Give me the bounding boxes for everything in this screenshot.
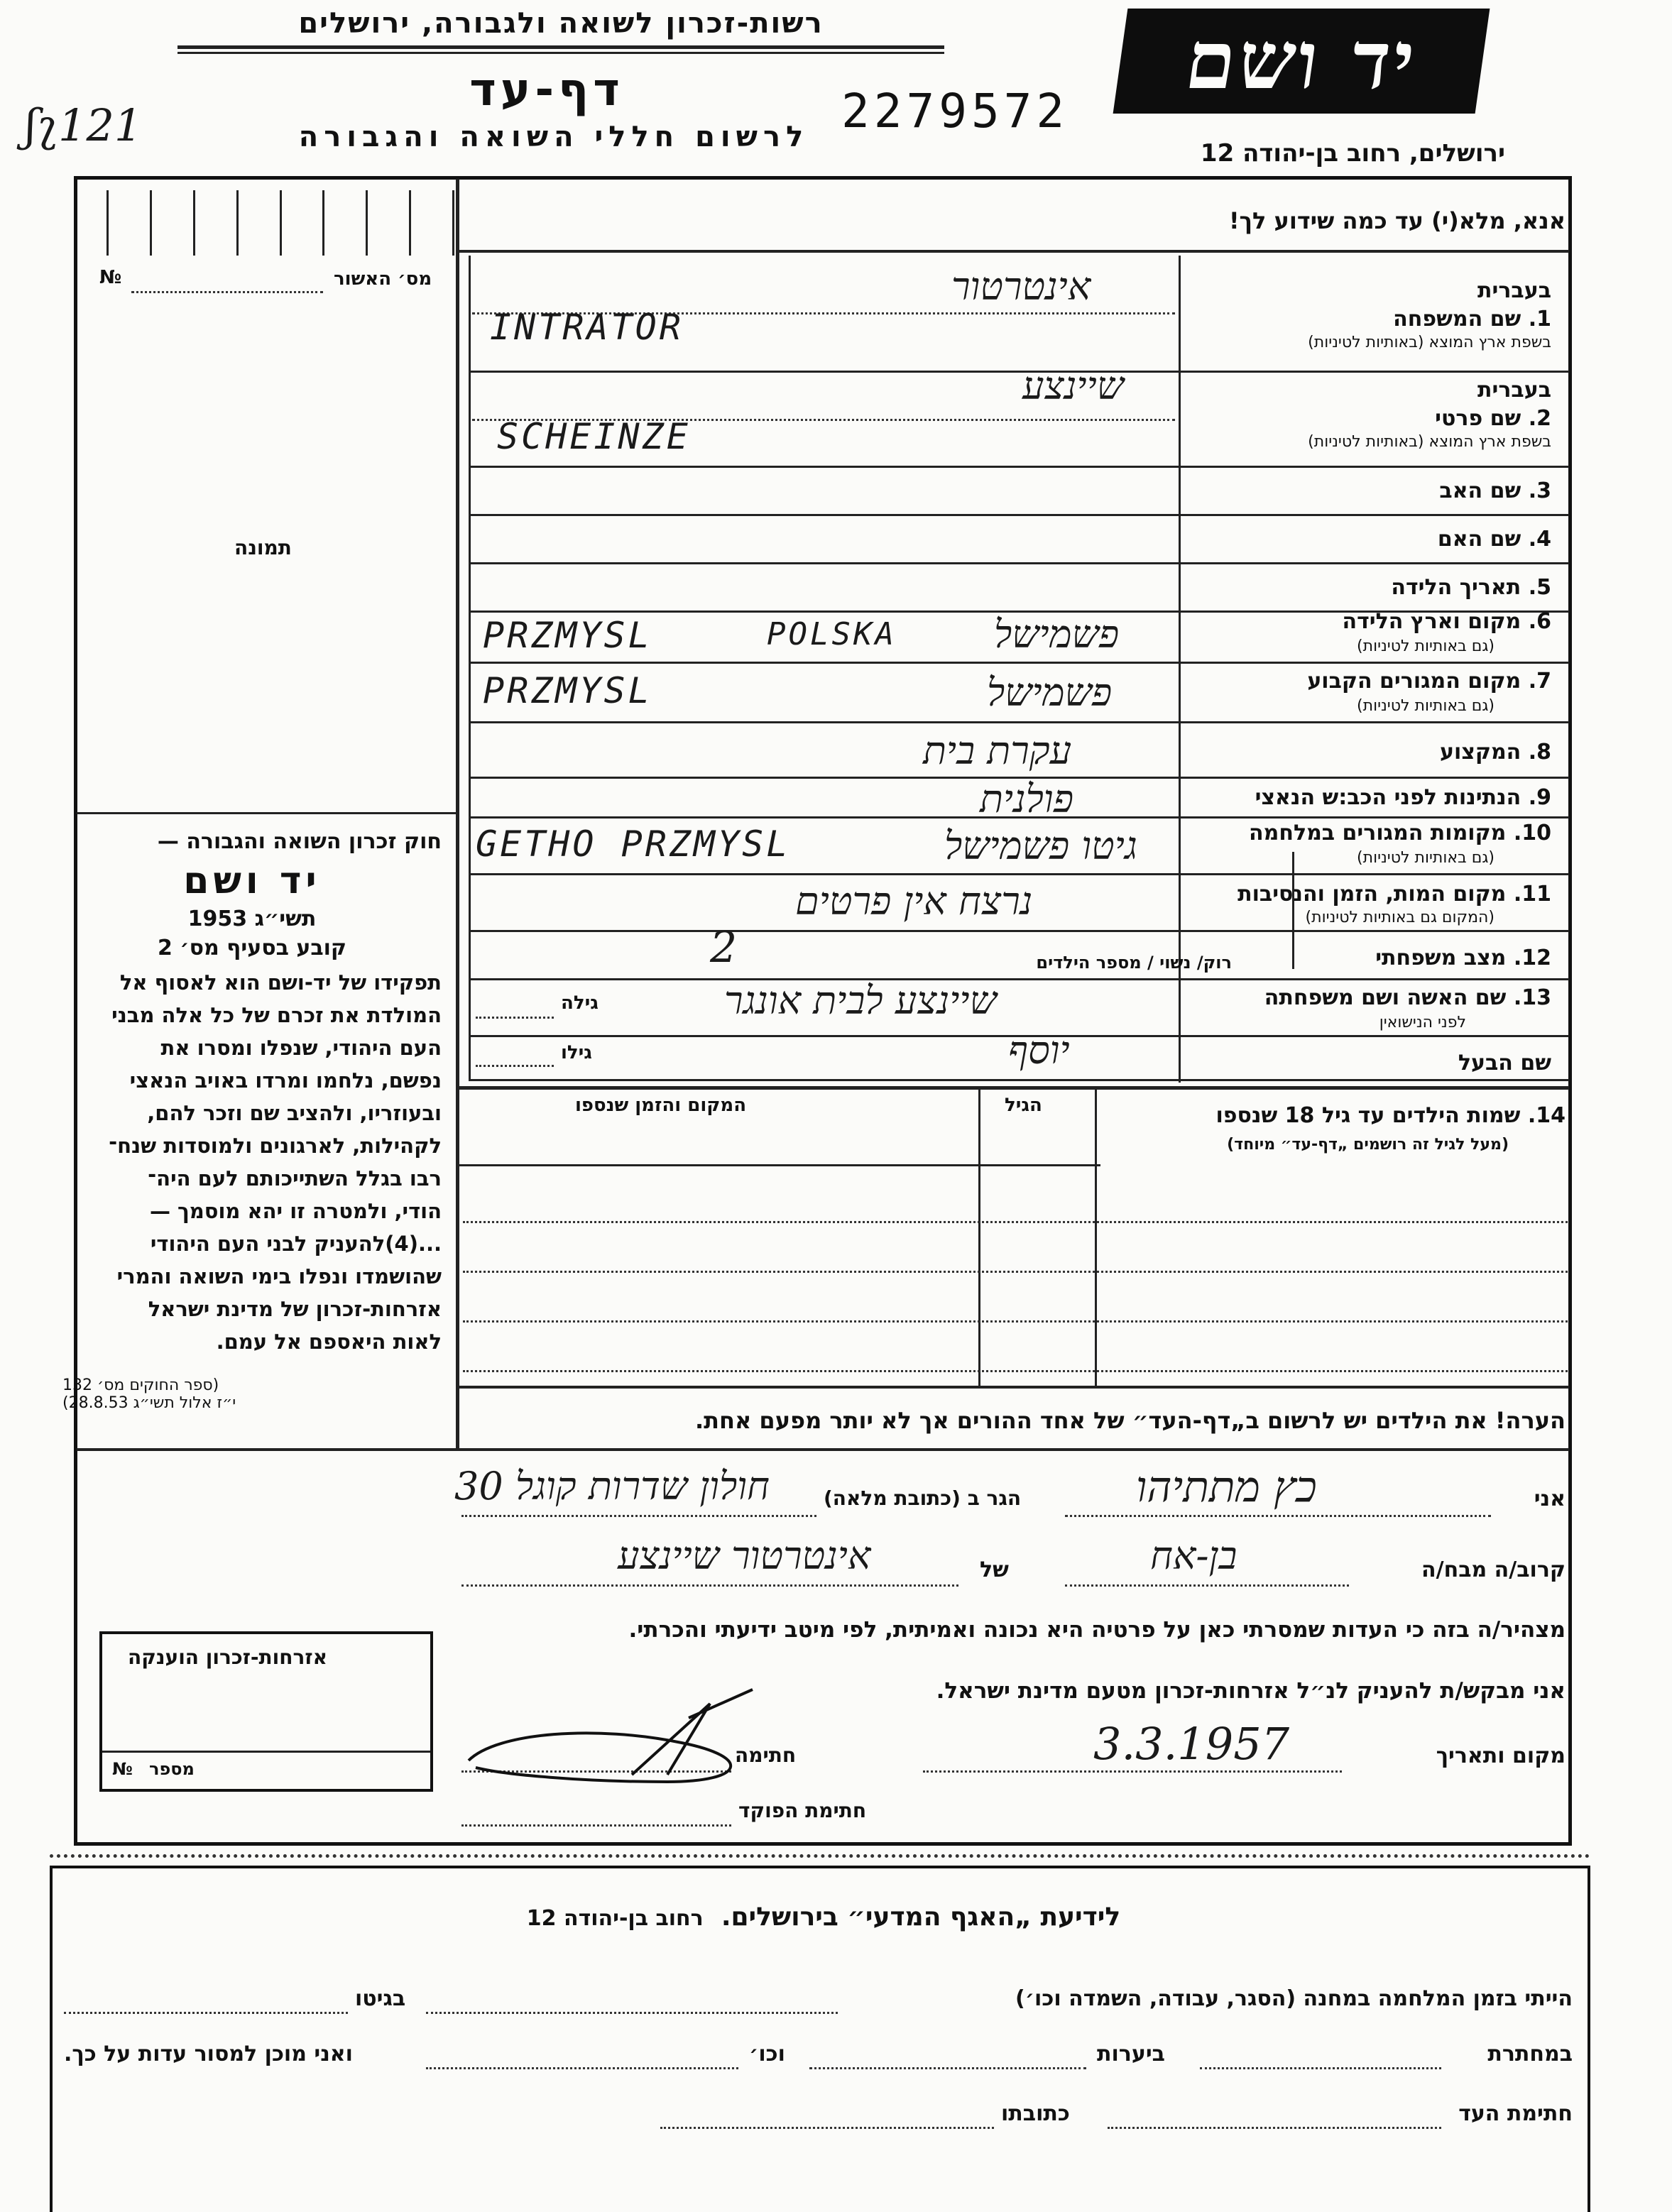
- bottom-line1-b: בגיטו: [355, 1986, 406, 2011]
- declaration-official-line: [461, 1824, 731, 1827]
- law-text-line: שהושמדו ונפלו בימי השואה והמרי: [116, 1264, 442, 1288]
- field-13-age-label: גילה: [561, 992, 599, 1014]
- field-8-label: [1440, 740, 1551, 765]
- bottom-line3-fill: [1108, 2127, 1441, 2129]
- row-separator: [469, 514, 1569, 516]
- field-13-number: 13.: [1513, 985, 1551, 1010]
- field-9-label: [1255, 785, 1551, 810]
- field-5-label-text: תאריך הלידה: [1391, 575, 1521, 600]
- authority-name: רשות-זכרון לשואה ולגבורה, ירושלים: [298, 7, 824, 40]
- approval-number-label: מס׳ האשור: [334, 268, 432, 290]
- bottom-title-row: [426, 1902, 1221, 1932]
- law-text-line: רבו בגלל השתייכותם לעם היה־: [148, 1166, 442, 1190]
- field-2-value-latin: SCHEINZE: [497, 416, 691, 457]
- field-2-value-hebrew: שיינצע: [1022, 363, 1124, 408]
- intro-text: אנא, מלא(י) עד כמה שידוע לך!: [1228, 207, 1566, 234]
- header-address: ירושלים, רחוב בן-יהודה 12: [1200, 139, 1505, 168]
- field-12-label-text: מצב משפחתי: [1375, 946, 1507, 970]
- declaration-official-label: חתימת הפוקד: [738, 1799, 867, 1822]
- bottom-line2-fill-2: [809, 2067, 1086, 2069]
- citizenship-box-label: אזרחות-זכרון הוענקה: [128, 1646, 327, 1669]
- field-1-lang: בעברית: [1477, 278, 1551, 303]
- law-title: חוק זכרון השואה והגבורה —: [157, 829, 442, 854]
- row-separator: [469, 930, 1569, 932]
- field-5-label: [1391, 575, 1551, 600]
- row-separator: [469, 978, 1569, 980]
- children-row-line: [463, 1320, 1568, 1323]
- field-9-label-text: הנתינות לפני הכב:ש הנאצי: [1255, 785, 1521, 810]
- cut-line: [50, 1854, 1590, 1858]
- authority-underline: [177, 45, 944, 49]
- bottom-title: לידיעת „האגף המדעי״ בירושלים.: [721, 1902, 1121, 1932]
- field-7-value-hebrew: פשמישל: [987, 670, 1113, 715]
- bottom-line3-fill-2: [660, 2127, 994, 2129]
- declaration-of-label: של: [980, 1557, 1009, 1582]
- field-7-value-latin: PRZMYSL: [483, 670, 652, 711]
- declaration-date-value: 3.3.1957: [1093, 1718, 1290, 1770]
- field-husband-value: יוסף: [1008, 1028, 1070, 1073]
- declaration-address-value: חולון שדרות קוגל 30: [454, 1464, 770, 1509]
- field-10-number: 10.: [1513, 821, 1551, 845]
- children-row-line: [463, 1271, 1568, 1273]
- declaration-name-line: [1065, 1515, 1491, 1517]
- field-1-number: 1.: [1528, 307, 1551, 332]
- field-6-value-country: POLSKA: [767, 616, 897, 652]
- field-3-label-text: שם האב: [1439, 478, 1521, 503]
- bottom-line2-b: ביערות: [1097, 2042, 1165, 2066]
- declaration-address-line: [461, 1515, 816, 1517]
- declaration-name-value: כץ מתתיהו: [1136, 1462, 1317, 1512]
- field-12-number: 12.: [1513, 946, 1551, 970]
- photo-label: תמונה: [234, 536, 292, 559]
- field-1-value-hebrew: אינטרטור: [951, 264, 1091, 309]
- row-separator: [469, 873, 1569, 875]
- declaration-signature-label: חתימה: [735, 1743, 797, 1767]
- field-6-value-latin: PRZMYSL: [483, 615, 652, 656]
- field-1-label-text: שם המשפחה: [1393, 307, 1521, 332]
- bottom-line2-a: במחתרת: [1487, 2042, 1573, 2066]
- corner-handwritten-mark: ʃʅ121: [25, 99, 143, 151]
- logo-text: יד ושם: [1179, 14, 1424, 107]
- field-11-note: (המקום גם באותיות לטיניות): [1305, 909, 1495, 926]
- field-11-value: נרצח אין פרטים: [795, 879, 1033, 924]
- field-8-number: 8.: [1528, 740, 1551, 765]
- bottom-address: רחוב בן-יהודה 12: [526, 1906, 704, 1931]
- field-4-label-text: שם האם: [1437, 527, 1521, 552]
- declaration-lives-label: הגר ב (כתובת מלאה): [824, 1486, 1022, 1510]
- children-col-divider: [1095, 1088, 1097, 1386]
- field-husband-label: שם הבעל: [1458, 1051, 1551, 1075]
- children-header-line: [459, 1164, 1100, 1166]
- children-note: (מעל לגיל זה רושמים „דף-עד״ מיוחד): [1227, 1136, 1509, 1154]
- children-row-line: [463, 1221, 1568, 1223]
- field-10-value-hebrew: גיטו פשמישל: [944, 823, 1137, 868]
- law-name: יד ושם: [183, 860, 321, 902]
- law-year: תשי״ג 1953: [187, 907, 317, 931]
- field-7-label-text: מקום המגורים הקבוע: [1307, 669, 1521, 694]
- field-4-label: [1438, 527, 1551, 552]
- form-subtitle: לרשום חללי השואה והגבורה: [298, 121, 809, 153]
- field-13-note: לפני הנישואין: [1379, 1014, 1466, 1031]
- field-12-note: רוק/ נשוי / מספר הילדים: [1036, 953, 1232, 973]
- citizenship-number-sign: №: [112, 1759, 133, 1779]
- field-2-note: בשפת ארץ המוצא (באותיות לטיניות): [1308, 433, 1551, 451]
- law-text-line: לקהילות, לארגונים ולמוסדות שנח־: [109, 1134, 442, 1158]
- declaration-relation-value: בן-אח: [1150, 1533, 1237, 1578]
- field-13-label: [1264, 985, 1551, 1010]
- field-2-label: [1435, 406, 1551, 431]
- bottom-line2-d: ואני מוכן למסור עדות על כך.: [64, 2042, 353, 2066]
- declaration-place-date-label: מקום ותאריך: [1436, 1743, 1566, 1768]
- field-10-label-text: מקומות המגורים במלחמה: [1249, 821, 1507, 845]
- field-husband-age-label: גילו: [561, 1042, 592, 1063]
- field-2-lang: בעברית: [1477, 378, 1551, 403]
- law-text-line: לאות היאספם אל עמם.: [216, 1330, 442, 1354]
- citizenship-box-divider: [102, 1751, 430, 1753]
- field-13-value: שיינצע לבית אונגר: [724, 978, 997, 1023]
- law-text-line: הודי, ולמטרה זו יהא מוסמך —: [149, 1199, 442, 1223]
- law-text-line: אזרחות-זכרון של מדינת ישראל: [148, 1297, 442, 1321]
- field-9-value: פולנית: [980, 777, 1074, 821]
- bottom-line3-a: חתימת העד: [1458, 2101, 1573, 2126]
- law-text-line: תפקידו של יד-ושם הוא לאסוף אל: [119, 970, 442, 995]
- row-separator: [469, 466, 1569, 468]
- declaration-date-line: [923, 1770, 1342, 1773]
- remark-bottom-line: [77, 1448, 1569, 1451]
- declaration-relation-line: [1065, 1584, 1349, 1587]
- field-5-number: 5.: [1528, 575, 1551, 600]
- signature-scribble-icon: [454, 1675, 781, 1796]
- bottom-line3-b: כתובתו: [1001, 2101, 1070, 2126]
- law-clause: קובע בסעיף מס׳ 2: [157, 936, 347, 960]
- yad-vashem-logo: [1113, 9, 1490, 114]
- children-top-line: [459, 1086, 1569, 1090]
- field-7-label: [1307, 669, 1551, 694]
- law-text: [62, 966, 442, 1358]
- field-9-number: 9.: [1528, 785, 1551, 810]
- field-1-note: בשפת ארץ המוצא (באותיות לטיניות): [1308, 334, 1551, 351]
- values-left-border: [469, 256, 471, 1079]
- field-11-number: 11.: [1513, 882, 1551, 907]
- children-number: 14.: [1527, 1103, 1566, 1128]
- declaration-statement: מצהיר/ה בזה כי העדות שמסרתי כאן על פרטיה היא נכונה ואמיתית, לפי מיטב ידיעתי והכרתי.: [628, 1617, 1566, 1643]
- field-husband-age-line: [476, 1065, 554, 1067]
- row-separator: [469, 721, 1569, 723]
- field-10-note: (גם באותיות לטיניות): [1357, 849, 1495, 867]
- field-11-label: [1237, 882, 1551, 907]
- children-title-text: שמות הילדים עד גיל 18 שנספו: [1215, 1103, 1521, 1128]
- approval-grid: [106, 190, 454, 256]
- left-panel-divider: [456, 179, 459, 1450]
- children-title: [1215, 1103, 1566, 1128]
- law-block: [62, 829, 442, 1412]
- bottom-line2-fill: [1200, 2067, 1441, 2069]
- remark-text: הערה! את הילדים יש לרשום ב„דף-העד״ של אחד ההורים אך לא יותר מפעם אחת.: [694, 1407, 1566, 1434]
- law-text-line: ...(4)להעניק לבני העם היהודי: [150, 1232, 442, 1256]
- declaration-relative-label: קרוב/ה מבח/ה: [1421, 1557, 1566, 1582]
- citizenship-number-label: מספר: [149, 1759, 195, 1779]
- field-1-value-latin: INTRATOR: [490, 307, 684, 348]
- photo-bottom-line: [77, 812, 457, 814]
- law-text-line: נפשם, נלחמו ומרדו באויב הנאצי: [129, 1068, 442, 1093]
- bottom-line1-fill-2: [64, 2012, 348, 2014]
- field-13-label-text: שם האשה ושם משפחתה: [1264, 985, 1507, 1010]
- bottom-line1-a: הייתי בזמן המלחמה במחנה (הסגר, עבודה, השמדה וכו׳): [1015, 1986, 1573, 2011]
- children-col-place: המקום והזמן שנספו: [575, 1095, 747, 1116]
- row-separator: [469, 662, 1569, 664]
- field-6-label: [1343, 609, 1551, 634]
- declaration-request: אני מבקש/ת להעניק לנ״ל אזרחות-זכרון מטעם מדינת ישראל.: [936, 1678, 1566, 1704]
- law-text-line: ובעוזריו, ולהציב שם וזכר להם,: [147, 1101, 442, 1125]
- remark-top-line: [459, 1386, 1569, 1389]
- field-6-label-text: מקום וארץ הלידה: [1342, 609, 1521, 634]
- field-6-number: 6.: [1528, 609, 1551, 634]
- field-11-label-text: מקום המות, הזמן והנסיבות: [1237, 882, 1507, 907]
- bottom-line2-c: וכו׳: [749, 2042, 785, 2066]
- children-row-line: [463, 1370, 1568, 1372]
- field-3-label: [1439, 478, 1551, 503]
- law-source-date: י״ז אלול תשי״ג 28.8.53): [62, 1394, 236, 1412]
- row-separator: [469, 1079, 1569, 1081]
- field-1-label: [1393, 307, 1551, 332]
- field-10-value-latin: GETHO PRZMYSL: [476, 823, 791, 865]
- field-6-note: (גם באותיות לטיניות): [1357, 637, 1495, 655]
- field-13-age-line: [476, 1017, 554, 1019]
- field-7-note: (גם באותיות לטיניות): [1357, 697, 1495, 715]
- law-text-line: העם היהודי, שנפלו ומסרו את: [160, 1036, 442, 1060]
- serial-number: 2279572: [841, 84, 1069, 138]
- field-8-value: עקרת בית: [923, 728, 1072, 773]
- field-8-label-text: המקצוע: [1439, 740, 1521, 765]
- field-12-label: [1375, 946, 1551, 970]
- field-4-number: 4.: [1528, 527, 1551, 552]
- children-col-age: הגיל: [1005, 1095, 1042, 1116]
- field-7-number: 7.: [1528, 669, 1551, 694]
- intro-separator: [459, 250, 1569, 253]
- form-title: דף-עד: [469, 64, 624, 116]
- field-6-value-hebrew: פשמישל: [994, 612, 1120, 657]
- declaration-of-line: [461, 1584, 958, 1587]
- labels-divider-lower: [1292, 852, 1294, 969]
- bottom-line1-fill: [426, 2012, 838, 2014]
- field-12-value: 2: [710, 923, 738, 973]
- row-separator: [469, 371, 1569, 373]
- row-separator: [469, 562, 1569, 564]
- law-text-line: המולדת את זכרם של כל אלה מבני: [111, 1003, 442, 1027]
- field-10-label: [1249, 821, 1551, 845]
- law-source: (ספר החוקים מס׳ 132: [62, 1376, 219, 1394]
- children-col-divider: [978, 1088, 980, 1386]
- approval-number-line: [131, 291, 323, 293]
- authority-underline-2: [177, 52, 944, 54]
- approval-number-sign: №: [99, 267, 122, 288]
- bottom-line2-fill-3: [426, 2067, 738, 2069]
- declaration-of-value: אינטרטור שיינצע: [618, 1533, 871, 1578]
- field-2-label-text: שם פרטי: [1435, 406, 1521, 431]
- field-2-number: 2.: [1528, 406, 1551, 431]
- field-3-number: 3.: [1528, 478, 1551, 503]
- declaration-i-label: אני: [1534, 1486, 1566, 1511]
